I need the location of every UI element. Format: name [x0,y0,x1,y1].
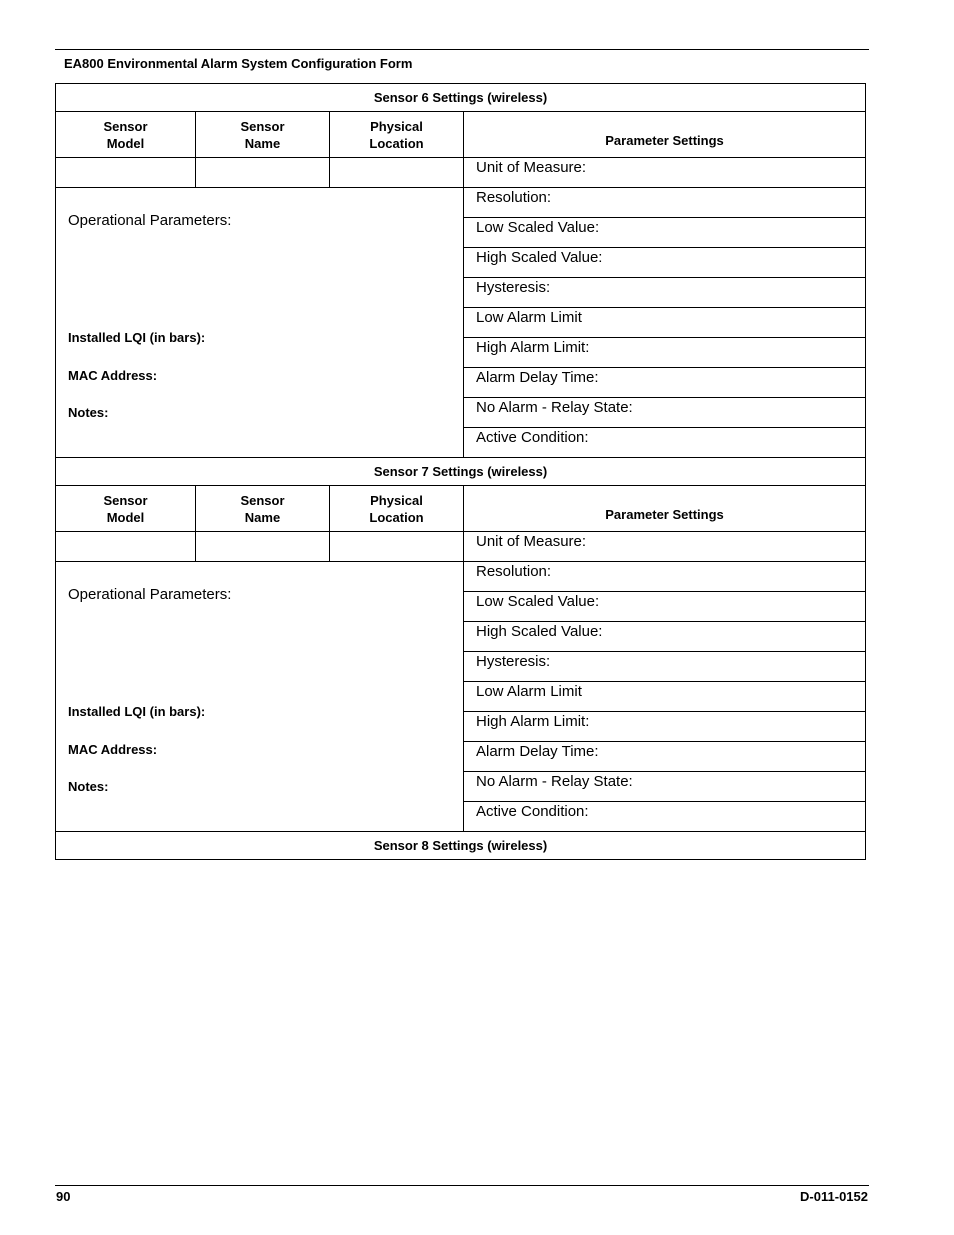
document-title: EA800 Environmental Alarm System Configuration Form [64,56,413,71]
header-text: Location [369,509,424,525]
notes-label: Notes: [68,405,109,420]
sensor-model-field[interactable] [56,158,196,188]
operational-parameters-field[interactable] [56,562,464,832]
parameter-label: Active Condition: [476,429,589,446]
column-header-sensor-name [196,486,330,532]
physical-location-field[interactable] [330,158,464,188]
column-header-sensor-model [56,112,196,158]
header-text: Sensor [103,118,148,134]
section-title-text: Sensor 7 Settings (wireless) [373,464,548,479]
parameter-label: Unit of Measure: [476,533,587,550]
parameter-label: High Scaled Value: [476,249,603,266]
installed-lqi-label: Installed LQI (in bars): [68,330,206,345]
parameter-field[interactable] [464,218,866,248]
parameter-field[interactable] [464,712,866,742]
parameter-label: Resolution: [476,189,552,206]
column-header-physical-location [330,112,464,158]
parameter-label: Hysteresis: [476,279,551,296]
parameter-label: No Alarm - Relay State: [476,399,633,416]
installed-lqi-label: Installed LQI (in bars): [68,704,206,719]
operational-parameters-label: Operational Parameters: [68,212,232,229]
parameter-field[interactable] [464,802,866,832]
sensor-name-field[interactable] [196,158,330,188]
parameter-field[interactable] [464,562,866,592]
parameter-field[interactable] [464,532,866,562]
document-id: D-011-0152 [800,1189,868,1204]
header-text: Model [106,509,145,525]
header-text: Parameter Settings [605,133,724,148]
operational-parameters-label: Operational Parameters: [68,586,232,603]
section-title [56,832,866,860]
parameter-field[interactable] [464,622,866,652]
section-title-text: Sensor 8 Settings (wireless) [373,838,548,853]
column-header-parameter-settings [464,486,866,532]
column-header-physical-location [330,486,464,532]
physical-location-field[interactable] [330,532,464,562]
parameter-label: No Alarm - Relay State: [476,773,633,790]
parameter-field[interactable] [464,338,866,368]
header-text: Sensor [103,492,148,508]
section-title-text: Sensor 6 Settings (wireless) [373,90,548,105]
parameter-label: High Scaled Value: [476,623,603,640]
header-text: Parameter Settings [605,507,724,522]
parameter-label: Low Alarm Limit [476,309,582,326]
column-header-parameter-settings [464,112,866,158]
header-text: Sensor [240,118,285,134]
parameter-field[interactable] [464,278,866,308]
parameter-label: Low Scaled Value: [476,593,600,610]
mac-address-label: MAC Address: [68,368,158,383]
parameter-label: Alarm Delay Time: [476,369,599,386]
parameter-label: Resolution: [476,563,552,580]
notes-label: Notes: [68,779,109,794]
parameter-label: High Alarm Limit: [476,713,590,730]
column-header-sensor-model [56,486,196,532]
parameter-field[interactable] [464,368,866,398]
parameter-field[interactable] [464,682,866,712]
mac-address-label: MAC Address: [68,742,158,757]
parameter-label: Low Alarm Limit [476,683,582,700]
configuration-form-table [55,83,866,860]
header-rule [55,49,869,50]
header-text: Name [244,135,281,151]
operational-parameters-field[interactable] [56,188,464,458]
header-text: Physical [370,492,423,508]
parameter-field[interactable] [464,308,866,338]
parameter-label: Alarm Delay Time: [476,743,599,760]
parameter-field[interactable] [464,772,866,802]
parameter-field[interactable] [464,652,866,682]
section-title [56,84,866,112]
page-number: 90 [56,1189,71,1204]
parameter-field[interactable] [464,742,866,772]
column-header-sensor-name [196,112,330,158]
parameter-label: Unit of Measure: [476,159,587,176]
header-text: Name [244,509,281,525]
parameter-field[interactable] [464,248,866,278]
header-text: Physical [370,118,423,134]
parameter-label: Low Scaled Value: [476,219,600,236]
parameter-label: High Alarm Limit: [476,339,590,356]
header-text: Sensor [240,492,285,508]
parameter-field[interactable] [464,158,866,188]
parameter-label: Active Condition: [476,803,589,820]
sensor-model-field[interactable] [56,532,196,562]
section-title [56,458,866,486]
sensor-name-field[interactable] [196,532,330,562]
header-text: Model [106,135,145,151]
header-text: Location [369,135,424,151]
parameter-field[interactable] [464,188,866,218]
parameter-label: Hysteresis: [476,653,551,670]
parameter-field[interactable] [464,592,866,622]
parameter-field[interactable] [464,428,866,458]
footer-rule [55,1185,869,1186]
parameter-field[interactable] [464,398,866,428]
